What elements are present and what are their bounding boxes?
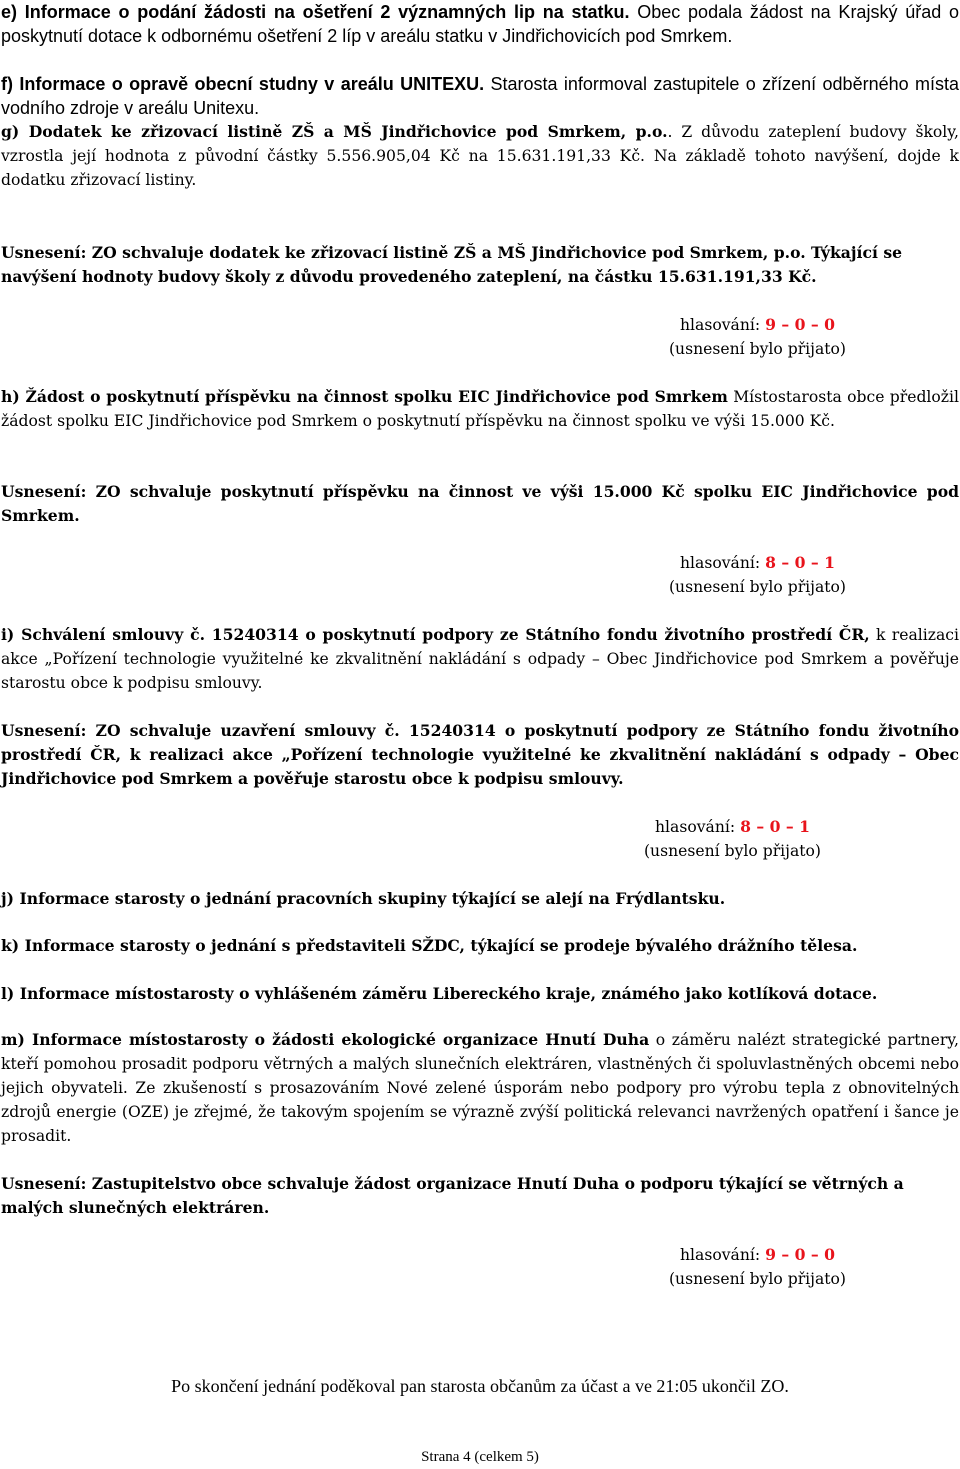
vote-result: 8 – 0 – 1	[765, 553, 835, 572]
vote-label: hlasování:	[680, 554, 766, 572]
item-i-heading: i) Schválení smlouvy č. 15240314 o poskytnutí podpory ze Státního fondu životního prostředí ČR,	[1, 625, 870, 644]
item-g	[1, 120, 959, 192]
item-i-resolution: Usnesení: ZO schvaluje uzavření smlouvy č. 15240314 o poskytnutí podpory ze Státního fondu životního prostředí ČR, k realizaci akce „Pořízení technologie využitelné ke zkvalitnění nakládání s odpady – Obec Jindřichovice pod Smrkem a pověřuje starostu obce k podpisu smlouvy.	[1, 721, 959, 788]
item-l: l) Informace místostarosty o vyhlášeném záměru Libereckého kraje, známého jako kotlíková dotace.	[1, 984, 878, 1003]
item-h-resolution: Usnesení: ZO schvaluje poskytnutí příspěvku na činnost ve výši 15.000 Kč spolku EIC Jindřichovice pod Smrkem.	[1, 482, 959, 525]
item-h-vote	[655, 551, 860, 599]
page-footer: Strana 4 (celkem 5)	[421, 1449, 539, 1465]
item-e-heading: e) Informace o podání žádosti na ošetření 2 významných lip na statku.	[1, 2, 630, 22]
vote-result: 9 – 0 – 0	[765, 315, 835, 334]
closing-sentence: Po skončení jednání poděkoval pan starosta občanům za účast a ve 21:05 ukončil ZO.	[171, 1376, 789, 1396]
item-j: j) Informace starosty o jednání pracovních skupiny týkající se alejí na Frýdlantsku.	[1, 889, 726, 908]
item-f-text: Starosta informoval zastupitele o zřízení odběrného místa vodního zdroje v areálu Unitexu.	[1, 74, 959, 118]
item-m-vote	[655, 1243, 860, 1291]
item-g-text: . Z důvodu zateplení budovy školy, vzrostla její hodnota z původní částky 5.556.905,04 Kč na 15.631.191,33 Kč. Na základě tohoto navýšení, dojde k dodatku zřizovací listiny.	[1, 123, 959, 189]
vote-label: hlasování:	[680, 1246, 766, 1264]
vote-label: hlasování:	[680, 316, 766, 334]
vote-outcome: (usnesení bylo přijato)	[668, 1270, 847, 1288]
item-e-text: Obec podala žádost na Krajský úřad o poskytnutí dotace k odbornému ošetření 2 líp v areálu statku v Jindřichovicích pod Smrkem.	[1, 2, 960, 46]
vote-outcome: (usnesení bylo přijato)	[668, 578, 847, 596]
item-h-heading: h) Žádost o poskytnutí příspěvku na činnost spolku EIC Jindřichovice pod Smrkem	[1, 387, 728, 406]
item-h-text: Místostarosta obce předložil žádost spolku EIC Jindřichovice pod Smrkem o poskytnutí příspěvku na činnost spolku ve výši 15.000 Kč.	[1, 388, 959, 430]
item-k: k) Informace starosty o jednání s představiteli SŽDC, týkající se prodeje bývalého drážního tělesa.	[1, 936, 858, 955]
item-g-vote	[655, 313, 860, 361]
item-m	[1, 1028, 959, 1148]
vote-outcome: (usnesení bylo přijato)	[643, 842, 822, 860]
vote-outcome: (usnesení bylo přijato)	[668, 340, 847, 358]
vote-result: 8 – 0 – 1	[740, 817, 810, 836]
item-e	[1, 0, 959, 48]
item-f-heading: f) Informace o opravě obecní studny v areálu UNITEXU.	[1, 74, 485, 94]
item-i-text: k realizaci akce „Pořízení technologie využitelné ke zkvalitnění nakládání s odpady – Obec Jindřichovice pod Smrkem a pověřuje starostu obce k podpisu smlouvy.	[1, 626, 959, 692]
item-m-heading: m) Informace místostarosty o žádosti ekologické organizace Hnutí Duha	[1, 1030, 650, 1049]
item-m-text: o záměru nalézt strategické partnery, kteří pomohou prosadit podporu větrných a malých slunečních elektráren, vlastněných či spoluvlastněných obcemi nebo jejich obyvateli. Ze zkušeností s prosazováním Nové zelené úsporám nebo podpory pro výrobu tepla z obnovitelných zdrojů energie (OZE) je zřejmé, že takovým spojením se výrazně zvýší politická relevanci navržených opatření i šance je prosadit.	[1, 1031, 959, 1145]
item-g-resolution: Usnesení: ZO schvaluje dodatek ke zřizovací listině ZŠ a MŠ Jindřichovice pod Smrkem, p.o. Týkající se navýšení hodnoty budovy školy z důvodu provedeného zateplení, na částku 15.631.191,33 Kč.	[1, 243, 903, 286]
item-i	[1, 623, 959, 695]
item-f	[1, 72, 959, 120]
item-i-vote	[630, 815, 835, 863]
item-h	[1, 385, 959, 433]
vote-result: 9 – 0 – 0	[765, 1245, 835, 1264]
vote-label: hlasování:	[655, 818, 741, 836]
item-g-heading: g) Dodatek ke zřizovací listině ZŠ a MŠ Jindřichovice pod Smrkem, p.o.	[1, 122, 668, 141]
item-m-resolution: Usnesení: Zastupitelstvo obce schvaluje žádost organizace Hnutí Duha o podporu týkající se větrných a malých slunečných elektráren.	[1, 1174, 904, 1217]
